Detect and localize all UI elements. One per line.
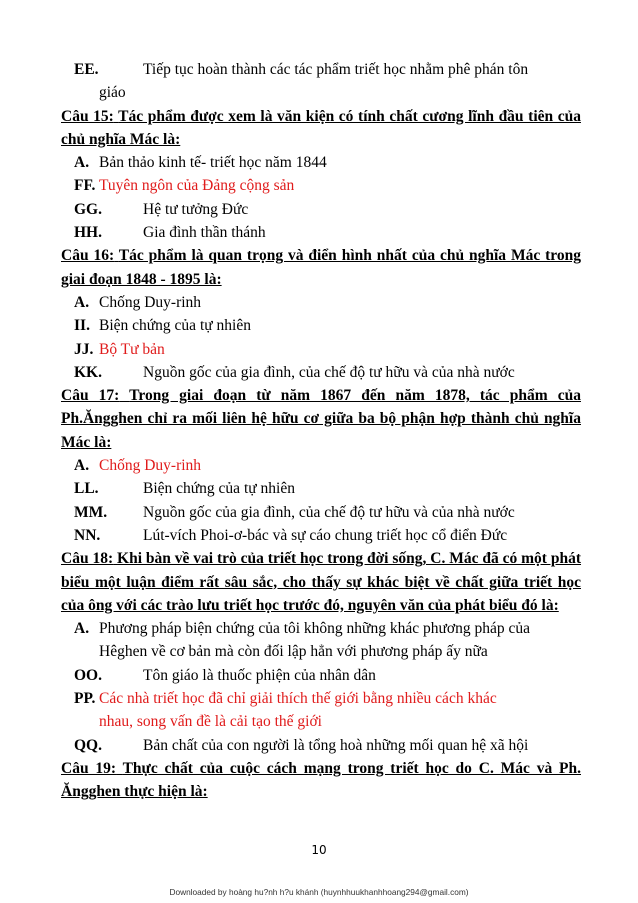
option-label: OO. <box>74 666 102 684</box>
option-text: Bản thảo kinh tế- triết học năm 1844 <box>99 154 327 172</box>
option-label: FF. <box>74 177 96 195</box>
download-footer: Downloaded by hoàng hu?nh h?u khánh (huynhhuukhanhhoang294@gmail.com) <box>169 887 469 897</box>
option-mm <box>61 501 581 524</box>
option-label: GG. <box>74 200 102 218</box>
page-number: 10 <box>311 843 327 857</box>
option-ii <box>61 314 581 337</box>
question-number: Câu 15: <box>61 107 114 125</box>
option-label: A. <box>74 457 90 475</box>
option-label: A. <box>74 293 90 311</box>
option-a <box>61 454 581 477</box>
option-text-correct: Bộ Tư bản <box>99 340 165 358</box>
option-label: II. <box>74 317 90 335</box>
option-text: Hệ tư tưởng Đức <box>143 200 249 218</box>
option-hh <box>61 221 581 244</box>
question-number: Câu 18: <box>61 550 114 568</box>
option-label: A. <box>74 154 90 172</box>
option-a <box>61 617 581 640</box>
option-label: A. <box>74 620 90 638</box>
question-text: Khi bàn về vai trò của triết học trong đời sống, C. Mác đã có một phát biểu một luận điểm rất sâu sắc, cho thấy sự khác biệt về chất giữa triết học của ông với các trào lưu triết học trước đó, nguyên văn của phát biểu đó là: <box>61 550 582 614</box>
option-continuation-correct: nhau, song vấn đề là cải tạo thế giới <box>99 713 322 731</box>
option-text: Phương pháp biện chứng của tôi không những khác phương pháp của <box>99 620 530 638</box>
question-text: Thực chất của cuộc cách mạng trong triết học do C. Mác và Ph. Ăngghen thực hiện là: <box>61 759 581 801</box>
option-text: Biện chứng của tự nhiên <box>99 317 251 335</box>
question-text: Trong giai đoạn từ năm 1867 đến năm 1878, tác phẩm của Ph.Ăngghen chỉ ra mối liên hệ hữu cơ giữa ba bộ phận hợp thành chủ nghĩa Mác là: <box>61 387 581 451</box>
option-kk <box>61 361 581 384</box>
option-text-correct: Chống Duy-rinh <box>99 457 202 475</box>
option-ff <box>61 174 581 197</box>
option-label: EE. <box>74 61 99 78</box>
option-qq <box>61 734 581 757</box>
option-oo <box>61 664 581 687</box>
option-pp <box>61 687 581 710</box>
option-label: KK. <box>74 363 102 381</box>
question-number: Câu 17: <box>61 387 120 405</box>
option-label: PP. <box>74 690 96 708</box>
option-text: Chống Duy-rinh <box>99 293 202 311</box>
option-a <box>61 291 581 314</box>
option-text: Tôn giáo là thuốc phiện của nhân dân <box>143 666 376 684</box>
question-number: Câu 19: <box>61 759 117 777</box>
option-text: Biện chứng của tự nhiên <box>143 480 295 498</box>
option-label: LL. <box>74 480 99 498</box>
option-label: JJ. <box>74 340 94 358</box>
option-text: Nguồn gốc của gia đình, của chế độ tư hữu và của nhà nước <box>143 503 515 521</box>
document-body <box>61 58 581 804</box>
option-a <box>61 151 581 174</box>
option-nn <box>61 524 581 547</box>
question-number: Câu 16: <box>61 247 115 265</box>
option-ll <box>61 477 581 500</box>
option-text: Gia đình thần thánh <box>143 224 266 242</box>
option-label: MM. <box>74 503 108 521</box>
option-text: Tiếp tục hoàn thành các tác phẩm triết học nhằm phê phán tôn <box>143 61 529 78</box>
option-continuation: giáo <box>99 84 126 102</box>
option-label: HH. <box>74 224 102 242</box>
option-label: NN. <box>74 526 101 544</box>
question-17 <box>61 384 581 454</box>
option-text: Bản chất của con người là tổng hoà những mối quan hệ xã hội <box>143 736 529 754</box>
option-ee <box>61 58 581 81</box>
option-text-correct: Các nhà triết học đã chỉ giải thích thế giới bằng nhiều cách khác <box>99 690 497 708</box>
question-18 <box>61 547 581 617</box>
question-15 <box>61 105 581 152</box>
option-jj <box>61 338 581 361</box>
option-text: Nguồn gốc của gia đình, của chế độ tư hữu và của nhà nước <box>143 363 515 381</box>
question-16 <box>61 244 581 291</box>
question-text: Tác phẩm là quan trọng và điển hình nhất của chủ nghĩa Mác trong giai đoạn 1848 - 1895 là: <box>61 247 581 288</box>
question-19 <box>61 757 581 804</box>
option-continuation: Hêghen về cơ bản mà còn đối lập hẳn với phương pháp ấy nữa <box>99 643 488 661</box>
question-text: Tác phẩm được xem là văn kiện có tính chất cương lĩnh đầu tiên của chủ nghĩa Mác là: <box>61 107 581 148</box>
option-text: Lút-vích Phoi-ơ-bác và sự cáo chung triết học cổ điển Đức <box>143 526 508 544</box>
option-gg <box>61 198 581 221</box>
option-label: QQ. <box>74 736 102 754</box>
option-text-correct: Tuyên ngôn của Đảng cộng sản <box>99 177 295 195</box>
